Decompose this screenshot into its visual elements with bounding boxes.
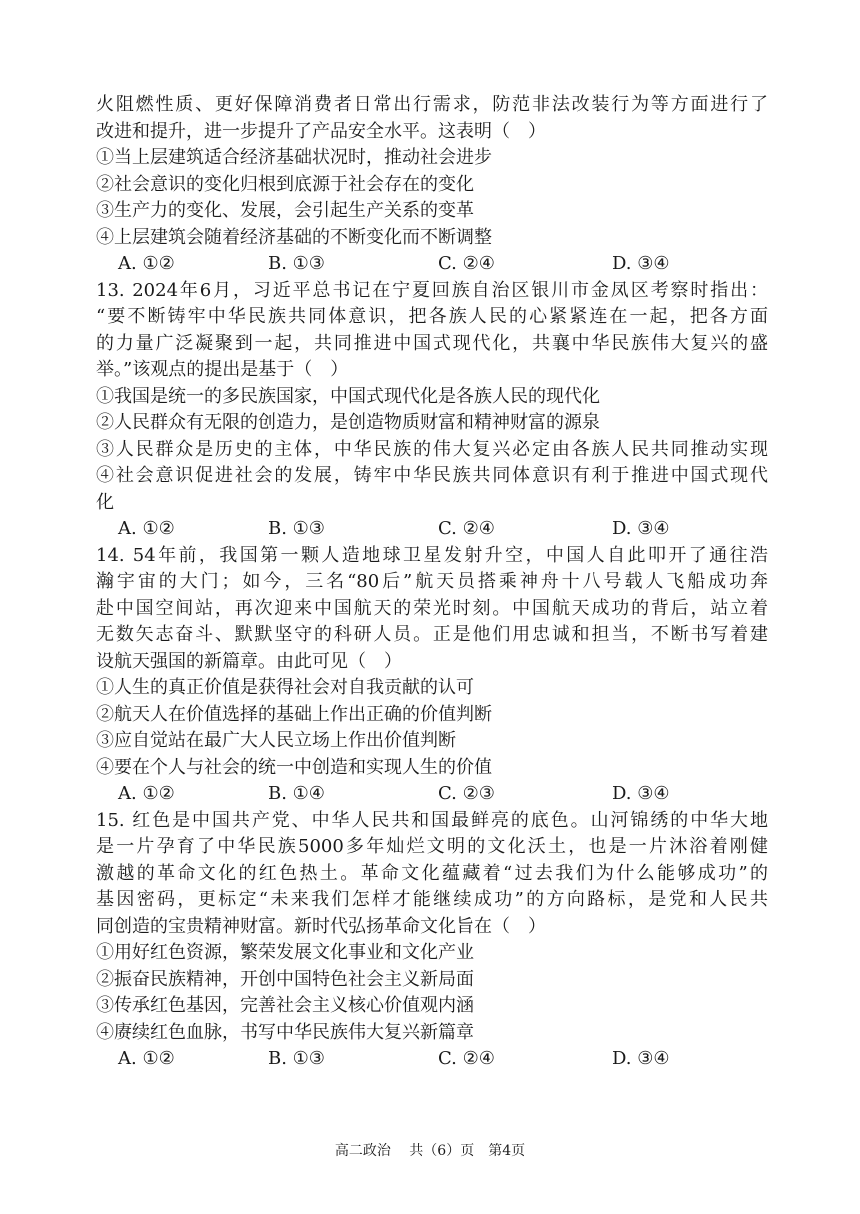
- text-line: ③人民群众是历史的主体，中华民族的伟大复兴必定由各族人民共同推动实现: [96, 438, 768, 460]
- option-a: A. ①②: [118, 253, 175, 274]
- option-c: C. ②④: [438, 1048, 495, 1069]
- text-line: 是一片孕育了中华民族5000多年灿烂文明的文化沃土，也是一片沐浴着刚健: [96, 836, 768, 857]
- answer-options: [96, 516, 768, 543]
- text-line: ①当上层建筑适合经济基础状况时，推动社会进步: [96, 147, 492, 168]
- option-b: B. ①③: [268, 253, 325, 274]
- answer-options: [96, 1046, 768, 1073]
- text-line: 瀚宇宙的大门；如今，三名“80后”航天员搭乘神舟十八号载人飞船成功奔: [96, 571, 768, 592]
- option-d: D. ③④: [612, 518, 670, 539]
- text-line: ④要在个人与社会的统一中创造和实现人生的价值: [96, 756, 492, 778]
- option-a: A. ①②: [118, 518, 175, 539]
- option-b: B. ①④: [268, 783, 325, 804]
- text-line: 设航天强国的新篇章。由此可见（ ）: [96, 650, 402, 672]
- text-line: 赴中国空间站，再次迎来中国航天的荣光时刻。中国航天成功的背后，站立着: [96, 597, 768, 619]
- text-line: 激越的革命文化的红色热土。革命文化蕴藏着“过去我们为什么能够成功”的: [96, 862, 768, 884]
- text-line: 14. 54年前，我国第一颗人造地球卫星发射升空，中国人自此叩开了通往浩: [96, 544, 768, 566]
- option-a: A. ①②: [118, 783, 175, 804]
- text-line: ②人民群众有无限的创造力，是创造物质财富和精神财富的源泉: [96, 412, 600, 433]
- text-line: 改进和提升，进一步提升了产品安全水平。这表明（ ）: [96, 120, 546, 142]
- option-a: A. ①②: [118, 1048, 175, 1069]
- option-b: B. ①③: [268, 1048, 325, 1069]
- text-line: ①用好红色资源，繁荣发展文化事业和文化产业: [96, 942, 474, 963]
- text-line: ①我国是统一的多民族国家，中国式现代化是各族人民的现代化: [96, 385, 600, 407]
- question-block: [96, 543, 768, 808]
- text-line: ②社会意识的变化归根到底源于社会存在的变化: [96, 173, 474, 195]
- question-block: [96, 278, 768, 543]
- text-line: ③生产力的变化、发展，会引起生产关系的变革: [96, 200, 474, 221]
- page-footer: 高二政治 共（6）页 第4页: [334, 1143, 526, 1159]
- text-line: 同创造的宝贵精神财富。新时代弘扬革命文化旨在（ ）: [96, 915, 546, 937]
- exam-page: [96, 92, 768, 1073]
- answer-options: [96, 781, 768, 808]
- text-line: “要不断铸牢中华民族共同体意识，把各族人民的心紧紧连在一起，把各方面: [96, 306, 768, 327]
- question-block: [96, 92, 768, 278]
- text-line: 举。”该观点的提出是基于（ ）: [96, 359, 349, 380]
- option-c: C. ②④: [438, 253, 495, 274]
- text-line: ②航天人在价值选择的基础上作出正确的价值判断: [96, 703, 492, 725]
- text-line: 13. 2024年6月，习近平总书记在宁夏回族自治区银川市金凤区考察时指出：: [96, 279, 768, 301]
- text-line: ④社会意识促进社会的发展，铸牢中华民族共同体意识有利于推进中国式现代: [96, 465, 768, 486]
- text-line: 化: [96, 491, 114, 513]
- text-line: ④上层建筑会随着经济基础的不断变化而不断调整: [96, 226, 492, 248]
- text-line: ③应自觉站在最广大人民立场上作出价值判断: [96, 730, 456, 751]
- text-line: 无数矢志奋斗、默默坚守的科研人员。正是他们用忠诚和担当，不断书写着建: [96, 624, 768, 645]
- option-c: C. ②④: [438, 518, 495, 539]
- text-line: ④赓续红色血脉，书写中华民族伟大复兴新篇章: [96, 1021, 474, 1043]
- text-line: ②振奋民族精神，开创中国特色社会主义新局面: [96, 968, 474, 990]
- question-block: [96, 808, 768, 1073]
- text-line: 基因密码，更标定“未来我们怎样才能继续成功”的方向路标，是党和人民共: [96, 889, 768, 910]
- option-b: B. ①③: [268, 518, 325, 539]
- option-d: D. ③④: [612, 253, 670, 274]
- option-d: D. ③④: [612, 783, 670, 804]
- text-line: 的力量广泛凝聚到一起，共同推进中国式现代化，共襄中华民族伟大复兴的盛: [96, 332, 768, 354]
- text-line: ①人生的真正价值是获得社会对自我贡献的认可: [96, 677, 474, 698]
- answer-options: [96, 251, 768, 278]
- option-c: C. ②③: [438, 783, 495, 804]
- text-line: ③传承红色基因，完善社会主义核心价值观内涵: [96, 995, 474, 1016]
- text-line: 火阻燃性质、更好保障消费者日常出行需求，防范非法改装行为等方面进行了: [96, 94, 768, 115]
- text-line: 15. 红色是中国共产党、中华人民共和国最鲜亮的底色。山河锦绣的中华大地: [96, 809, 768, 831]
- option-d: D. ③④: [612, 1048, 670, 1069]
